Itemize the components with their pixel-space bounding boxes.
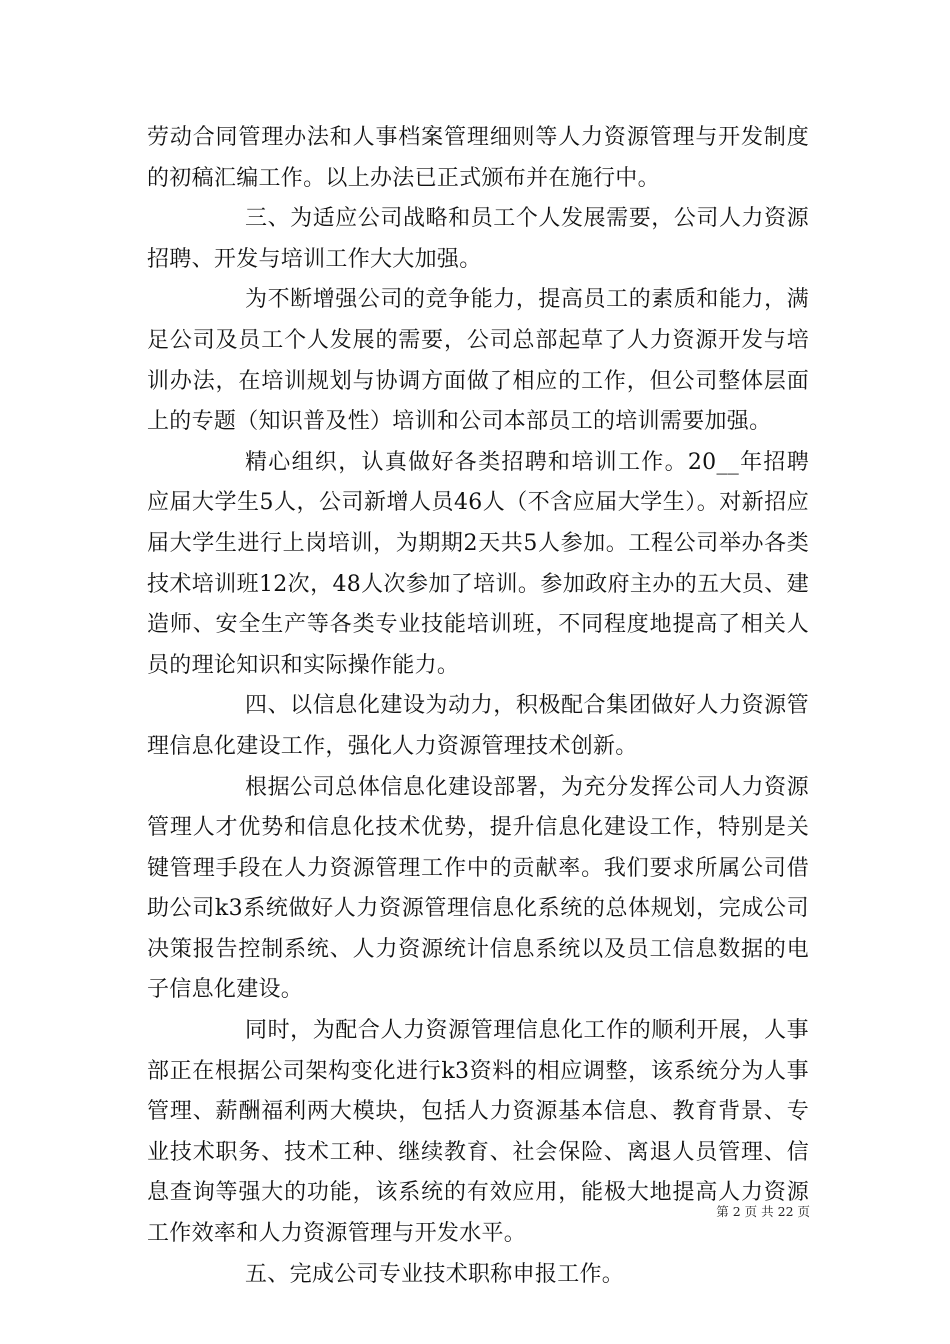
paragraph-7: 同时，为配合人力资源管理信息化工作的顺利开展，人事部正在根据公司架构变化进行k3资料的相应调整，该系统分为人事管理、薪酬福利两大模块，包括人力资源基本信息、教育背景、专业技术职务、技术工种、继续教育、社会保险、离退人员管理、信息查询等强大的功能，该系统的有效应用，能极大地提高人力资源工作效率和人力资源管理与开发水平。 — [147, 1018, 809, 1247]
paragraph-6: 根据公司总体信息化建设部署，为充分发挥公司人力资源管理人才优势和信息化技术优势，提升信息化建设工作，特别是关键管理手段在人力资源管理工作中的贡献率。我们要求所属公司借助公司k3系统做好人力资源管理信息化系统的总体规划，完成公司决策报告控制系统、人力资源统计信息系统以及员工信息数据的电子信息化建设。 — [147, 774, 809, 1003]
paragraph-2: 三、为适应公司战略和员工个人发展需要，公司人力资源招聘、开发与培训工作大大加强。 — [147, 206, 809, 272]
paragraph-1: 劳动合同管理办法和人事档案管理细则等人力资源管理与开发制度的初稿汇编工作。以上办法已正式颁布并在施行中。 — [147, 125, 809, 191]
paragraph-3: 为不断增强公司的竞争能力，提高员工的素质和能力，满足公司及员工个人发展的需要，公司总部起草了人力资源开发与培训办法，在培训规划与协调方面做了相应的工作，但公司整体层面上的专题（知识普及性）培训和公司本部员工的培训需要加强。 — [147, 287, 809, 435]
document-body — [147, 118, 809, 1295]
page-number-footer: 第 2 页 共 22 页 — [716, 1204, 810, 1219]
paragraph-5: 四、以信息化建设为动力，积极配合集团做好人力资源管理信息化建设工作，强化人力资源管理技术创新。 — [147, 693, 809, 759]
paragraph-8: 五、完成公司专业技术职称申报工作。 — [245, 1261, 625, 1287]
paragraph-4: 精心组织，认真做好各类招聘和培训工作。20__年招聘应届大学生5人，公司新增人员46人（不含应届大学生）。对新招应届大学生进行上岗培训，为期期2天共5人参加。工程公司举办各类技术培训班12次，48人次参加了培训。参加政府主办的五大员、建造师、安全生产等各类专业技能培训班，不同程度地提高了相关人员的理论知识和实际操作能力。 — [147, 449, 809, 678]
